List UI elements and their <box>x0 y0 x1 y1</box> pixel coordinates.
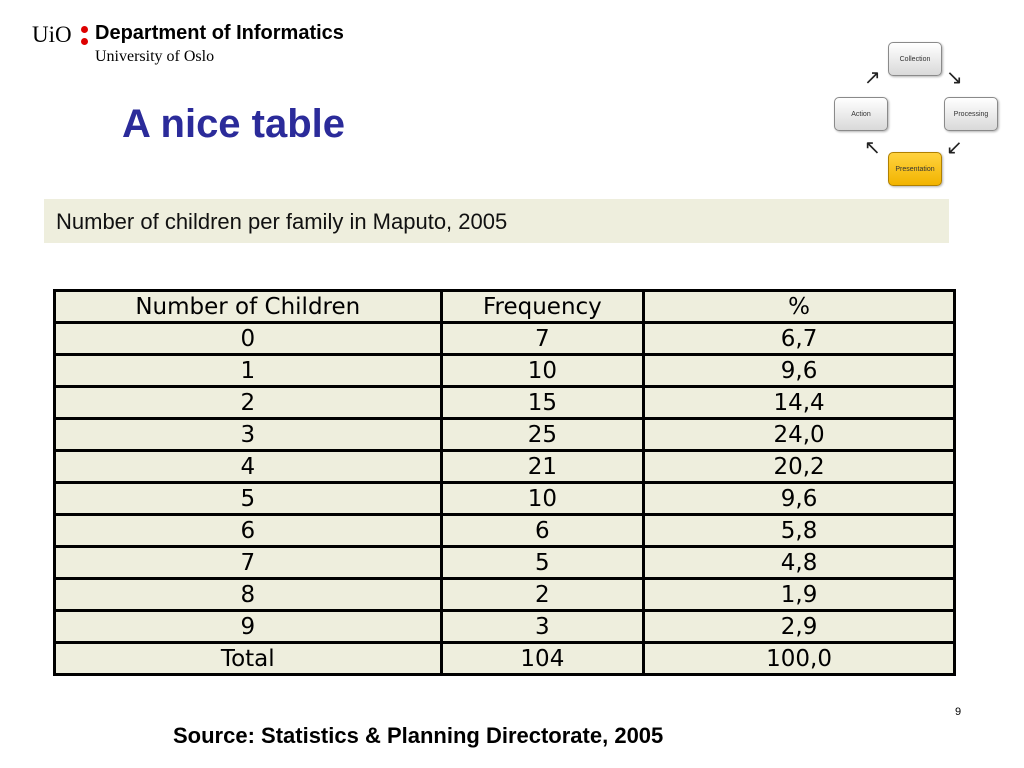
cycle-diagram <box>820 36 1010 196</box>
arrow-up-right-icon: ↗ <box>864 67 881 89</box>
header-frequency: Frequency <box>441 291 644 323</box>
cell-children: 7 <box>55 547 442 579</box>
cell-frequency: 10 <box>441 483 644 515</box>
cell-frequency: 7 <box>441 323 644 355</box>
table-row <box>55 387 955 419</box>
department-name: Department of Informatics <box>95 22 344 44</box>
cell-children: Total <box>55 643 442 675</box>
cell-frequency: 25 <box>441 419 644 451</box>
cell-percent: 9,6 <box>644 483 955 515</box>
cell-frequency: 10 <box>441 355 644 387</box>
header-percent: % <box>644 291 955 323</box>
table-row <box>55 323 955 355</box>
cell-children: 3 <box>55 419 442 451</box>
cell-frequency: 21 <box>441 451 644 483</box>
cell-frequency: 5 <box>441 547 644 579</box>
cycle-node-action: Action <box>834 97 888 131</box>
table-row <box>55 483 955 515</box>
page-title: A nice table <box>122 102 346 146</box>
table-caption: Number of children per family in Maputo, 2005 <box>44 199 949 243</box>
table-total-row <box>55 643 955 675</box>
cell-frequency: 15 <box>441 387 644 419</box>
cell-children: 6 <box>55 515 442 547</box>
university-name: University of Oslo <box>95 48 215 65</box>
cell-frequency: 6 <box>441 515 644 547</box>
table-row <box>55 419 955 451</box>
uio-dots-icon <box>81 26 88 46</box>
cell-percent: 24,0 <box>644 419 955 451</box>
cell-children: 2 <box>55 387 442 419</box>
table-header-row <box>55 291 955 323</box>
cell-frequency: 104 <box>441 643 644 675</box>
cell-percent: 1,9 <box>644 579 955 611</box>
table-row <box>55 355 955 387</box>
cycle-node-processing: Processing <box>944 97 998 131</box>
cell-children: 5 <box>55 483 442 515</box>
cell-children: 4 <box>55 451 442 483</box>
cell-percent: 100,0 <box>644 643 955 675</box>
cell-children: 9 <box>55 611 442 643</box>
cell-percent: 6,7 <box>644 323 955 355</box>
cell-percent: 9,6 <box>644 355 955 387</box>
table-row <box>55 451 955 483</box>
cell-children: 8 <box>55 579 442 611</box>
header-number-of-children: Number of Children <box>55 291 442 323</box>
table-row <box>55 515 955 547</box>
cell-percent: 20,2 <box>644 451 955 483</box>
arrow-down-left-icon: ↙ <box>946 137 963 159</box>
arrow-up-left-icon: ↖ <box>864 137 881 159</box>
cell-percent: 5,8 <box>644 515 955 547</box>
uio-wordmark: UiO <box>32 22 72 47</box>
page-number: 9 <box>955 706 962 718</box>
children-frequency-table <box>53 289 956 676</box>
source-note: Source: Statistics & Planning Directorate, 2005 <box>173 723 664 748</box>
cell-children: 0 <box>55 323 442 355</box>
cell-children: 1 <box>55 355 442 387</box>
table-row <box>55 611 955 643</box>
arrow-down-right-icon: ↘ <box>946 67 963 89</box>
cell-frequency: 2 <box>441 579 644 611</box>
cell-percent: 2,9 <box>644 611 955 643</box>
cycle-node-collection: Collection <box>888 42 942 76</box>
cell-frequency: 3 <box>441 611 644 643</box>
table-row <box>55 547 955 579</box>
cycle-node-presentation: Presentation <box>888 152 942 186</box>
cell-percent: 14,4 <box>644 387 955 419</box>
cell-percent: 4,8 <box>644 547 955 579</box>
table-row <box>55 579 955 611</box>
